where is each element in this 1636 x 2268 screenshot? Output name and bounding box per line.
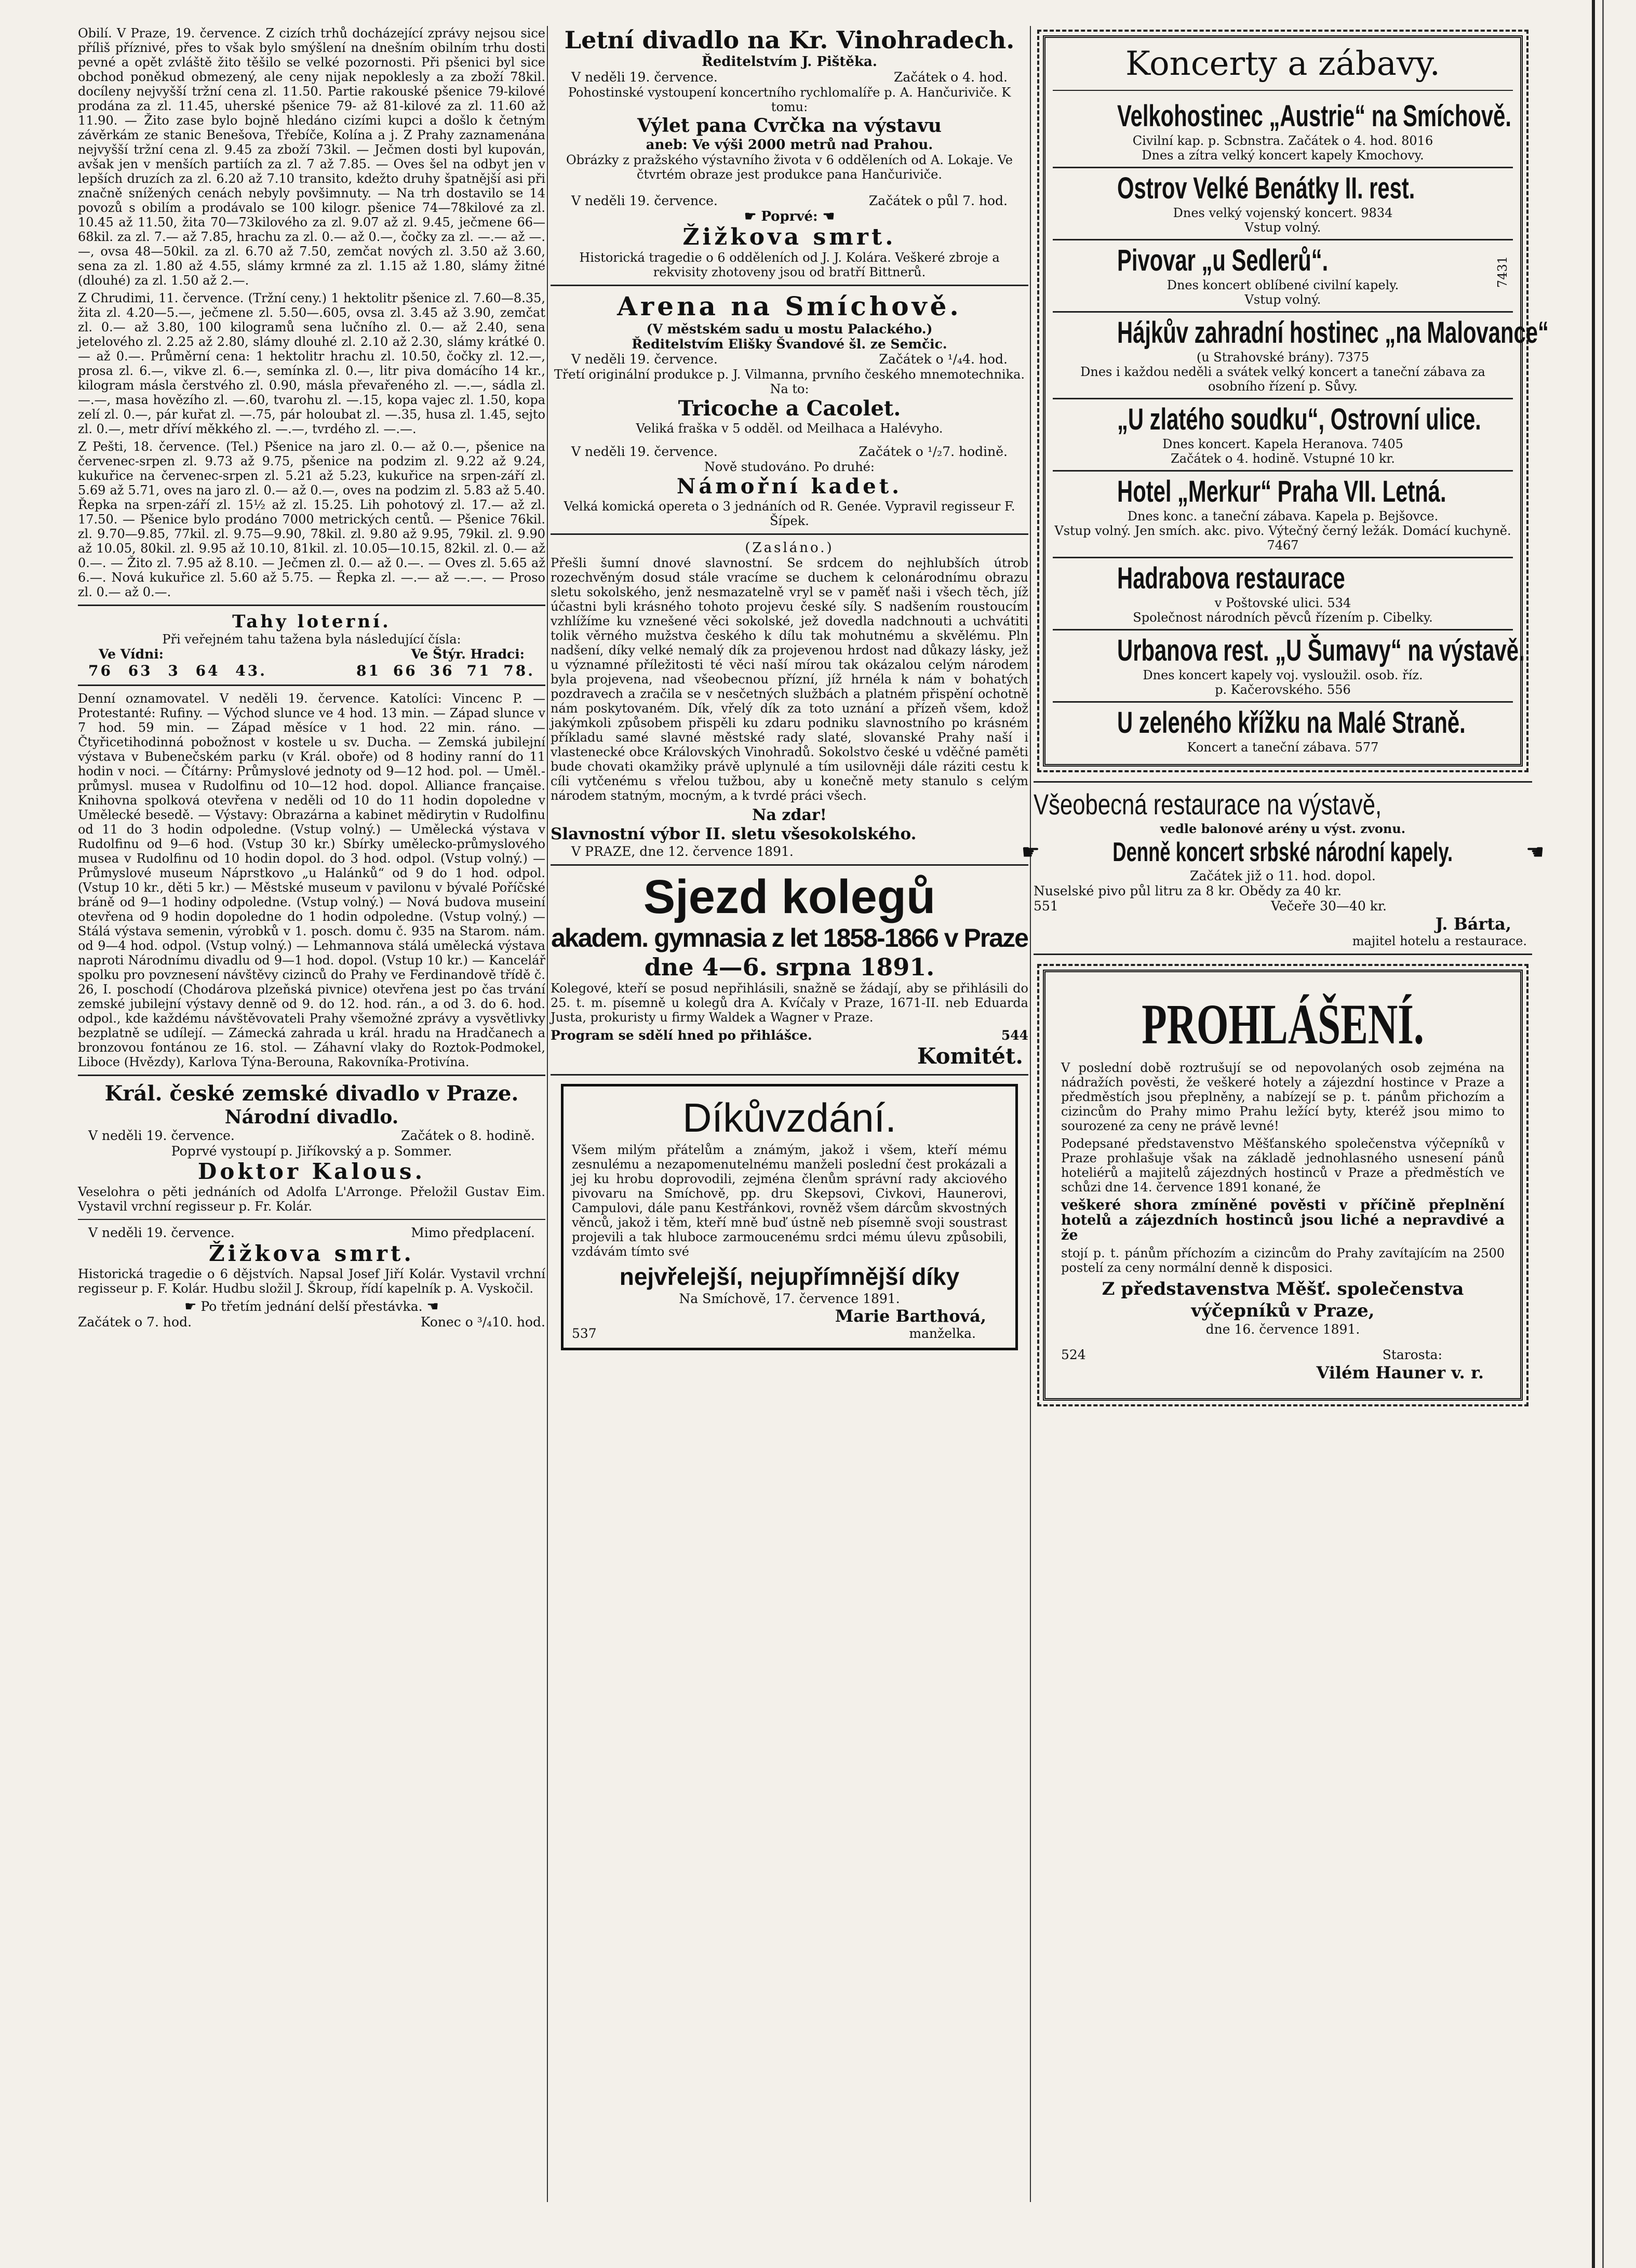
show-note [78,1299,545,1314]
chrudim-report: Z Chrudimi, 11. července. (Tržní ceny.) 1 hektolitr pšenice zl. 7.60—8.35, žita zl. 4.20—5.—, ječmene zl. 5.50—.605, ovsa zl. 3.45 až 3.90, zemčat zl. 0.— až 3.80, 100 kilogramů sena lučního zl. 0.— až 2.40, sena jetelového zl. 2.25 až 2.80, slámy dlouhé zl. 2.10 až 2.30, slámy krátké 0.— až 0.—. Průměrní cena: 1 hektolitr hrachu zl. 10.50, čočky zl. 12.—, prosa zl. 6.—, vikve zl. 6.—, semínka zl. 0.—, litr piva domácího 14 kr., kilogram másla čerstvého zl. 0.90, másla převařeného zl. —.—, sádla zl. —.—, masa hovězího zl. —.60, tvarohu zl. —.15, kopa vajec zl. 1.50, kopa zelí zl. 0.—, pár kuřat zl. —.75, pár holoubat zl. —.35, husa zl. 1.45, sejto zl. 0.—, metr dříví měkkého zl. —.—, tvrdého zl. —.—. [78,291,545,436]
show-start: Začátek o ¹/₄4. hod. [879,352,1008,367]
diky-sign: Marie Barthová, [835,1306,986,1326]
ad-title: Hadrabova restaurace [1117,561,1345,595]
divider [1034,954,1532,955]
show-start: Začátek o ¹/₂7. hodině. [859,444,1008,459]
divider [78,1219,545,1220]
sjezd-subtitle: akadem. gymnasia z let 1858-1866 v Praze [551,923,1028,952]
prohlaseni-footer [1061,1347,1505,1363]
ad-title: Pivovar „u Sedlerů“. [1117,244,1329,277]
ad-line: Dnes velký vojenský koncert. 9834 [1173,206,1393,220]
ad-line: Dnes a zítra velký koncert kapely Kmochovy. [1142,148,1424,163]
arena-show-1-header [551,352,1028,367]
prohlaseni-text: stojí p. t. pánům příchozím a cizincům do Prahy zavítajícím na 2500 postelí za ceny normální denně k disposici. [1061,1246,1505,1275]
diky-text: Všem milým přátelům a známým, jakož i všem, kteří mému zesnulému a nezapomenutelnému manželi poslední čest prokázali a jej ku hrobu doprovodili, zejména členům správní rady akciového pivovaru na Smíchově, pp. dru Skepsovi, Civkovi, Haunerovi, Campulovi, dále panu Kestřánkovi, rovněž všem dárcům skvostných věnců, jakož i těm, kteří mně buď ústně neb písemně svoji soustrast projevili a tak hluboce zarmoucenému srdci mému úlevu způsobili, vzdávám tímto své [572,1143,1007,1259]
pointing-hand-icon: ☚ [822,209,835,224]
lottery-number: 76 [88,662,113,679]
ad-number: 551 [1034,898,1058,914]
slavnostni-date: V PRAZE, dne 12. července 1891. [571,844,794,859]
vseob-line: Začátek již o 11. hod. dopol. [1190,868,1376,883]
column-rule [1030,26,1031,2202]
prohlaseni-bold: veškeré shora zmíněné pověsti v příčině přeplnění hotelů a zájezdních hostinců jsou liché a nepravdivé a že [1061,1197,1505,1243]
show-date: V neděli 19. července. [88,1225,235,1240]
letni-director: Ředitelstvím J. Pištěka. [702,54,877,70]
denni-oznamovatel: Denní oznamovatel. V neděli 19. července. Katolíci: Vincenc P. — Protestanté: Rufiny. — Východ slunce ve 4 hod. 13 min. — Západ slunce v 7 hod. 59 min. — Západ měsíce v 1 hod. 22 min. ráno. — Čtyřicetihodinná pobožnost v kostele u sv. Ducha. — Zemská jubilejní výstava v Bubenečském parku (v Král. oboře) od 8 hodiny ranní do 11 hodin v noci. — Čítárny: Průmyslové jednoty od 9—12 hod. pol. — Uměl.-průmysl. musea v Rudolfinu od 10—12 hod. dopol. Alliance française. Knihovna spolková otevřena v neděli od 10 do 11 hodin dopoledne v Umělecké besedě. — Výstavy: Obrazárna a kabinet mědirytin v Rudolfinu od 11 do 3 hodin odpoledne. (Vstup volný.) — Umělecká výstava v Rudolfinu od 9—6 hod. (Vstup 30 kr.) Sbírky umělecko-průmyslového musea v Rudolfinu od 10 hodin dopol. do 3 hod. odpol. (Vstup volný.) — Průmyslové museum Náprstkovo „u Halánků“ od 9 do 1 hod. odpol. (Vstup 10 kr., děti 5 kr.) — Městské museum v pavilonu v bývalé Poříčské bráně od 9—1 hodiny odpoledne. (Vstup volný.) — Nová budova museiní otevřena od 9 hodin dopoledne do 1 hodin odpoledne. (Vstup volný.) — Stálá výstava semenin, výrobků v 1. posch. domu č. 935 na Starom. nám. od 9—4 hod. odpol. (Vstup volný.) — Lehmannova stálá umělecká výstava naproti Národnímu divadlu od 9—1 hod. dopol. (Vstup 10 kr.) — Kancelář spolku pro povznesení návštěvy cizinců do Prahy ve Ferdinandově třídě č. 26, I. poschodí (Chodárova plzeňská pivnice) otevřena jest po čas trvání zemské jubilejní výstavy denně od 9. do 12. hod. rán., a od 3. do 6. hod. odpol., kde každému návštěvovateli Prahy všemožné zprávy a vysvětlivky bezplatně se udílejí. — Zámecká zahrada u král. hradu na Hradčanech a bronzovou fontánou ze 16. stol. — Záhavní vlaky do Roztok-Podmokel, Liboce (Hvězdy), Karlova Týna-Berouna, Rakovníka-Protivína. [78,691,545,1069]
middle-column [551,26,1028,2197]
ad-title: „U zlatého soudku“, Ostrovní ulice. [1117,402,1481,436]
show-note: Mimo předplacení. [411,1225,535,1240]
vseob-line: Večeře 30—40 kr. [1271,898,1387,914]
show-subtitle: aneb: Ve výši 2000 metrů nad Prahou. [646,137,933,153]
lottery-numbers-graz [356,662,535,679]
pest-report: Z Pešti, 18. července. (Tel.) Pšenice na jaro zl. 0.— až 0.—, pšenice na červenec-srpen zl. 9.73 až 9.75, pšenice na podzim zl. 9.22 až 9.24, kukuřice na červenec-srpen zl. 5.21 až 5.23, kukuřice na srpen-září zl. 5.69 až 5.71, oves na jaro zl. 0.— až 0.—, oves na podzim zl. 5.83 až 5.40. Řepka na srpen-září zl. 15½ až zl. 15.25. Lih pohotový zl. 17.— až zl. 17.50. — Pšenice bylo prodáno 7000 metrických centů. — Pšenice 76kil. zl. 9.70—9.85, 77kil. zl. 9.75—9.90, 78kil. zl. 9.80 až 9.95, 79kil. zl. 9.90 až 10.05, 80kil. zl. 9.95 až 10.10, 81kil. zl. 10.05—10.15, 82kil. zl. 0.— až 0.—. — Žito zl. 7.95 až 8.10. — Ječmen zl. 0.— až 0.—. — Oves zl. 5.65 až 6.—. Nová kukuřice zl. 5.60 až 5.75. — Řepka zl. —.— až —.—. — Proso zl. 0.— až 0.—. [78,439,545,599]
lottery-number: 43. [235,662,267,679]
theatre-title: Král. české zemské divadlo v Praze. [104,1081,519,1106]
divider [1053,90,1513,91]
divider [551,533,1028,535]
show-title: Tricoche a Cacolet. [678,396,901,421]
show-desc: Velká komická opereta o 3 jednáních od R. Genée. Vypravil regisseur F. Šípek. [564,499,1015,528]
lottery-number: 64 [195,662,220,679]
ad-line: Vstup volný. Jen smích. akc. pivo. Výtečný černý ležák. Domácí kuchyně. 7467 [1054,524,1511,553]
show-desc: Obrázky z pražského výstavního života v 6 odděleních od A. Lokaje. Ve čtvrtém obraze jest produkce pana Hančuriviče. [566,153,1013,182]
lottery-number: 81 [356,662,381,679]
pointing-hand-icon: ☚ [426,1299,439,1314]
ad-title: Velkohostinec „Austrie“ na Smíchově. [1117,99,1511,133]
prohlaseni-date: dne 16. července 1891. [1205,1322,1360,1337]
ad-zeleny-krizek [1053,703,1513,759]
ad-title: Hájkův zahradní hostinec „na Malovance“ [1117,316,1549,350]
divider [551,285,1028,286]
arena-title: Arena na Smíchově. [617,291,962,321]
lottery-title: Tahy loterní. [232,611,391,632]
prohlaseni-frame [1043,970,1523,1401]
divider [78,1075,545,1076]
ad-number: 537 [572,1326,597,1341]
arena-sub: (V městském sadu u mostu Palackého.) [646,321,933,337]
show-title: Žižkova smrt. [208,1241,415,1266]
diky-place: Na Smíchově, 17. července 1891. [679,1291,900,1306]
show-desc: Historická tragedie o 6 dějstvích. Napsal Josef Jiří Kolár. Vystavil vrchní regisseur p. F. Kolár. Hudbu složil J. Škroup, řídí kapelník p. A. Vyskočil. [78,1267,545,1296]
ad-number: 7431 [1495,256,1510,288]
ad-zlaty-soudek [1053,399,1513,472]
ad-line: Dnes konc. a taneční zábava. Kapela p. Bejšovce. [1127,509,1439,524]
ad-benatky [1053,168,1513,240]
divider [78,685,545,686]
show-date: V neděli 19. července. [571,193,718,208]
slavnostni-vybor: Slavnostní výbor II. sletu všesokolského. [551,825,917,843]
show-date: V neděli 19. července. [88,1128,235,1143]
sjezd-date: dne 4—6. srpna 1891. [644,953,935,981]
ad-line: (u Strahovské brány). 7375 [1196,350,1370,365]
ad-title: Ostrov Velké Benátky II. rest. [1117,171,1415,205]
show-times [78,1314,545,1330]
show-end: Konec o ³/₄10. hod. [420,1314,545,1330]
prohlaseni-from: Z představenstva Měšť. společenstva výčepníků v Praze, [1102,1279,1464,1321]
ad-merkur [1053,472,1513,558]
page-edge-rule [1602,0,1604,2268]
zaslano-text: Přešli šumní dnové slavnostní. Se srdcem do nejhlubších útrob rozechvěným dosud stále vracíme se duchem k celonárodnímu obrazu sletu sokolského, jenž nesmazatelně vryl se v paměť naši i všech těch, jíž účastni byli krásného tohoto projevu české síly. S nadšením roustoucím vzhlížíme ku vznešené věci sokolské, jež dovedla nadchnouti a uchvátiti tolik věrného mužstva českého k dílu tak mohutnému a skvělému. Pln nadšení, díky velké nemalý dík za projevenou hrdost nad důkazy lásky, jež u významné příležitosti té věci naší mírou tak okázalou celým národem byla projevena, nad všeobecnou přízní, jíž hrnéla k nám v bohatých pozdravech a zračila se v nesčetných službách a platném přispění ochotně nám poskytovaném. Dík, vřelý dík za toto uznání a přízeň všem, kdož jakýmkoli způsobem přispěli ku zdaru podniku slavnostního po krásném příkladu samé slavné městské rady slaté, slovanské Prahy naší i vlastenecké obce Královských Vinohradů. Sokolstvo české u vděčné paměti bude chovati okamžiky právě uplynulé a tím usilovněji dále ráziti cestu k cíli vytčenému s vřelou tužbou, aby u konečně mety stanulo s celým národem statným, mocným, a k tvrdé práci všech. [551,556,1028,803]
theatre-subtitle: Národní divadlo. [224,1106,399,1128]
divider [1034,781,1532,783]
sjezd-sign: Komitét. [917,1043,1023,1069]
show-date: V neděli 19. července. [571,444,718,459]
nazdar: Na zdar! [752,806,827,824]
ad-line: Koncert a taneční zábava. 577 [1187,740,1379,755]
pointing-hand-icon: ☚ [1525,840,1545,864]
prohlaseni-role: Starosta: [1382,1347,1442,1362]
show-desc: Třetí originální produkce p. J. Vilmanna, prvního českého mnemotechnika. [554,367,1025,382]
prohlaseni-text: Podepsané představenstvo Měšťanského společenstva výčepníků v Praze prohlašuje však na základě jednohlasného usnesení pánů hoteliérů a majitelů zájezdných hostinců v Praze a předměstích ve schůzi dne 14. července 1891 konané, že [1061,1136,1505,1195]
vseob-line: Nuselské pivo půl litru za 8 kr. Obědy za 40 kr. [1034,883,1342,898]
diky-footer [572,1326,1007,1341]
show-to: Na to: [770,382,809,396]
show-note-text: Poprvé: [761,209,818,224]
prohlaseni-sign: Vilém Hauner v. r. [1316,1363,1484,1383]
divider [551,864,1028,866]
right-column [1021,26,1549,2197]
ad-urbanova [1053,630,1525,703]
lottery-city: Ve Štýr. Hradci: [411,647,525,662]
ad-number: 544 [1001,1028,1028,1043]
show-start: Začátek o půl 7. hod. [868,193,1008,208]
ad-title: Hotel „Merkur“ Praha VII. Letná. [1117,475,1446,508]
vseob-title: Všeobecná restaurace na výstavě, [1034,788,1382,821]
ad-title: Urbanova rest. „U Šumavy“ na výstavě. [1117,634,1525,667]
lottery-intro: Při veřejném tahu tažena byla následující čísla: [162,632,461,647]
lottery-city: Ve Vídni: [99,647,164,662]
ad-sedleru [1053,240,1513,313]
ad-line: Vstup volný. [1244,292,1321,307]
vseob-role: majitel hotelu a restaurace. [1352,934,1527,948]
show-start: Začátek o 4. hod. [893,70,1008,85]
show-title: Námořní kadet. [676,474,903,499]
prohlaseni-title: PROHLÁŠENÍ. [1142,992,1424,1056]
show-guest: Poprvé vystoupí p. Jiříkovský a p. Sommer. [171,1144,452,1159]
lottery-number: 78. [503,662,535,679]
show-date: V neděli 19. července. [571,70,718,85]
divider [551,1074,1028,1076]
show-date: V neděli 19. července. [571,352,718,367]
show-start: Začátek o 7. hod. [78,1314,192,1330]
show-title: Žižkova smrt. [682,224,896,250]
lottery-cities [78,647,545,662]
ad-line: Dnes koncert. Kapela Heranova. 7405 [1162,437,1403,451]
ad-line: Civilní kap. p. Scbnstra. Začátek o 4. hod. 8016 [1132,133,1433,148]
ad-line: Dnes koncert kapely voj. vysloužil. osob. říz. [1143,668,1423,682]
ad-line: p. Kačerovského. 556 [1215,682,1351,697]
theatre-2-header [78,1225,545,1241]
show-note [551,209,1028,224]
obili-report: Obilí. V Praze, 19. července. Z cizích trhů docházející zprávy nejsou sice příliš příznivé, přes to však bylo smýšlení na dnešním obilním trhu dosti pevné a opět zvláště žito těšilo se velké pozornosti. Při pšenici byl sice obchod poněkud obmezený, ale ceny nijak nepoklesly a za zboží 78kil. docíleny nejvyšší tržní cena zl. 11.50. Partie rakouské pšenice 79-kilové prodána za zl. 11.45, uherské pšenice 79- až 81-kilové za zl. 11.60 až 11.90. — Žito zase bylo bojně hledáno cizími kupci a došlo k četným závěrkám ze stanic Benešova, Třebíče, Kolína a j. Z Prahy zaznamenána nejvyšší tržní cena zl. 9.45 za zboží 73kil. — Ječmen dosti byl kupován, avšak jen v menších partiích za zl. 7 až 7.85. — Oves šel na odbyt jen v lepších druzích za zl. 6.20 až 7.10 transito, kdežto druhy špatnější asi při značně snížených cenách nebyly povšimnuty. — Na trh dostavilo se 14 povozů s obilím a prodávalo se 100 kilogr. pšenice 74—78kilové za zl. 10.45 až 11.50, žita 70—73kilového za zl. 9.07 až zl. 9.45, ječmene 66—68kil. za zl. 7.— až 7.85, hrachu za zl. 0.— až 0.—, čočky za zl. —.— až —.—, ovsa 48—50kil. za zl. 6.70 až 7.50, zemčat nových zl. 3.50 až 3.60, sena za zl. 1.80 až 4.55, slámy krmné za zl. 1.15 až 1.80, slámy žitné (dlouhé) za zl. 1.50 až 2.—. [78,26,545,288]
lottery-number: 71 [466,662,491,679]
ad-title: U zeleného křížku na Malé Straně. [1117,706,1466,740]
show-title: Doktor Kalous. [197,1159,426,1184]
letni-show-1-header [551,70,1028,85]
vseob-big: Denně koncert srbské národní kapely. [1112,837,1453,867]
show-desc: Veselohra o pěti jednáních od Adolfa L'Arronge. Přeložil Gustav Eim. Vystavil vrchní regisseur p. Fr. Kolár. [78,1185,545,1214]
prohlaseni-text: V poslední době roztrušují se od nepovolaných osob zejména na nádražích pověsti, že veškeré hotely a zájezdní hostince v Praze a předměstích jsou přeplněny, a nabízejí se p. t. pánům přichozím a cizincům do Prahy mimo Prahu ležící byty, kteréž jsou mimo to sourozené za ceny ne právě levné! [1061,1061,1505,1133]
diky-big: nejvřelejší, nejupřímnější díky [619,1263,960,1290]
pointing-hand-icon: ☛ [1021,840,1040,864]
show-note-text: Po třetím jednání delší přestávka. [200,1299,423,1314]
show-desc: Pohostinské vystoupení koncertního rychlomalíře p. A. Hančuriviče. K tomu: [568,85,1011,114]
vseob-sign: J. Bárta, [1435,914,1511,934]
page-edge-rule [1592,0,1595,2268]
vseob-big-row [1021,836,1545,868]
column-rule [547,26,548,2202]
ad-austrie [1053,96,1513,168]
show-desc: Veliká fraška v 5 odděl. od Meilhaca a Halévyho. [636,421,943,436]
diky-role: manželka. [909,1326,976,1341]
zaslano-title: (Zasláno.) [745,540,834,556]
ad-line: v Poštovské ulici. 534 [1214,596,1351,610]
ad-line: Společnost národních pěvců řízením p. Cibelky. [1133,610,1433,625]
divider [78,605,545,606]
show-note: Nově studováno. Po druhé: [704,460,875,474]
ad-line: Vstup volný. [1244,220,1321,235]
sjezd-program: Program se sdělí hned po přihlášce. [551,1028,812,1043]
ad-malovanka [1053,313,1549,399]
sjezd-program-row [551,1028,1028,1043]
pointing-hand-icon: ☛ [184,1299,197,1314]
show-title: Výlet pana Cvrčka na výstavu [637,115,942,137]
show-desc: Historická tragedie o 6 odděleních od J. J. Kolára. Veškeré zbroje a rekvisity zhotoveny jsou od bratří Bittnerů. [579,250,1000,279]
lottery-number: 3 [168,662,180,679]
lottery-numbers-vienna [88,662,267,679]
lottery-number: 66 [393,662,418,679]
letni-title: Letní divadlo na Kr. Vinohradech. [564,26,1015,54]
letni-show-2-header [551,185,1028,209]
arena-director: Ředitelstvím Elišky Švandové šl. ze Semčic. [632,337,947,352]
diky-title: Díkůvzdání. [682,1095,896,1140]
sjezd-text: Kolegové, kteří se posud nepřihlásili, snažně se žádají, aby se přihlásili do 25. t. m. písemně u kolegů dra A. Kvíčaly v Praze, 1671-II. neb Eduarda Justa, prokuristy u firmy Waldek a Wagner v Praze. [551,981,1028,1025]
diky-ad [561,1084,1018,1350]
lottery-numbers [78,662,545,679]
koncerty-frame [1043,35,1549,767]
pointing-hand-icon: ☛ [744,209,757,224]
vseob-line-row [1034,898,1532,914]
show-start: Začátek o 8. hodině. [401,1128,535,1143]
left-column [78,26,545,2197]
ad-number: 524 [1061,1347,1086,1362]
arena-show-2-header [551,436,1028,460]
lottery-number: 63 [128,662,153,679]
ad-line: Dnes i každou neděli a svátek velký koncert a taneční zábava za osobního řízení p. Sůvy. [1080,365,1485,394]
theatre-1-header [78,1128,545,1144]
ad-line: Začátek o 4. hodině. Vstupné 10 kr. [1171,451,1395,466]
ad-hadrabova [1053,558,1513,630]
koncerty-title: Koncerty a zábavy. [1125,45,1441,83]
sjezd-title: Sjezd kolegů [643,870,936,923]
ad-line: Dnes koncert oblíbené civilní kapely. [1166,278,1399,292]
lottery-number: 36 [430,662,454,679]
vseob-sub: vedle balonové arény u výst. zvonu. [1160,821,1406,836]
